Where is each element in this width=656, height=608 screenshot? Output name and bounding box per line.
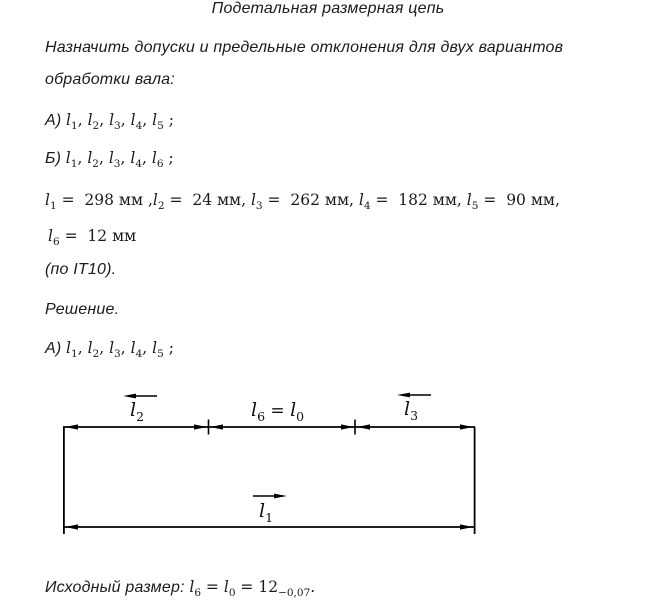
document-title: Подетальная размерная цепь <box>211 0 445 17</box>
task-line-1: Назначить допуски и предельные отклонения для двух вариантов <box>45 39 564 56</box>
arrowhead-l6-left <box>210 424 223 429</box>
l-symbol: l <box>66 339 72 357</box>
subscript: 6 <box>52 236 60 249</box>
equals-sign: = <box>235 578 259 596</box>
separator: , <box>77 339 88 357</box>
variant-b-line <box>45 148 174 169</box>
separator: , <box>120 149 131 167</box>
l2-direction-arrowhead <box>123 394 136 399</box>
subscript: 4 <box>135 348 143 361</box>
l-symbol: l <box>189 578 195 596</box>
separator: , <box>142 111 153 129</box>
subscript: 2 <box>157 200 165 213</box>
task-line-2: обработки вала: <box>45 71 175 88</box>
subscript: 2 <box>92 120 100 133</box>
subscript: 1 <box>71 348 78 361</box>
variant-a-list <box>66 111 174 133</box>
result-formula <box>189 578 316 600</box>
separator: ; <box>163 339 174 357</box>
subscript: 3 <box>410 407 419 423</box>
subscript: 4 <box>135 158 142 171</box>
diagram-label-l2 <box>130 399 145 424</box>
value-text: = 12 мм <box>59 227 137 245</box>
subscript: 6 <box>156 158 164 171</box>
l-symbol: l <box>130 149 136 167</box>
separator: , <box>99 339 110 357</box>
l1-direction-arrowhead <box>274 494 287 499</box>
l3-direction-arrowhead <box>397 393 410 398</box>
arrowhead-top-left <box>65 424 78 429</box>
arrowhead-bottom-right <box>460 524 473 529</box>
l-symbol: l <box>130 339 136 357</box>
variant-b-prefix: Б) <box>45 150 66 167</box>
l-symbol: l <box>358 191 364 209</box>
l-symbol: l <box>45 191 50 209</box>
separator: , <box>142 339 153 357</box>
subscript: 6 <box>257 408 266 424</box>
l-symbol: l <box>250 191 256 209</box>
period: . <box>310 578 316 596</box>
diagram-label-l3 <box>404 398 419 423</box>
subscript: 5 <box>157 120 164 133</box>
subscript: 2 <box>136 408 145 424</box>
subscript: 3 <box>113 158 121 171</box>
subscript: 0 <box>296 408 305 424</box>
arrowhead-l3-left <box>357 424 370 429</box>
diagram-label-l1 <box>259 500 274 525</box>
l-symbol: l <box>152 191 158 209</box>
arrowhead-top-right <box>460 424 473 429</box>
subscript: 6 <box>194 587 201 600</box>
separator: , <box>77 149 88 167</box>
separator: , <box>99 111 110 129</box>
l-symbol: l <box>109 111 115 129</box>
subscript: 1 <box>49 200 57 213</box>
equals-sign: = <box>265 401 291 421</box>
separator: , <box>120 339 131 357</box>
separator: , <box>77 111 88 129</box>
l-symbol: l <box>109 339 115 357</box>
value-text: = 262 мм, <box>262 191 359 209</box>
l-symbol: l <box>466 191 472 209</box>
separator: ; <box>163 111 174 129</box>
solution-variant-a-line <box>45 338 174 359</box>
l-symbol: l <box>152 111 158 129</box>
variant-b-list <box>65 149 174 171</box>
arrowhead-bottom-left <box>65 524 78 529</box>
separator: ; <box>163 149 174 167</box>
arrowhead-l2-right <box>194 424 207 429</box>
l-symbol: l <box>151 149 157 167</box>
solution-label: Решение. <box>45 301 120 318</box>
value-text: = 90 мм, <box>478 191 560 209</box>
l-symbol: l <box>87 111 93 129</box>
value-l6-line <box>48 226 137 249</box>
equals-sign: = <box>201 578 224 596</box>
dimension-chain-diagram <box>0 385 656 545</box>
variant-a-prefix: А) <box>45 340 67 357</box>
l-symbol: l <box>290 399 297 421</box>
l-symbol: l <box>404 398 411 420</box>
variant-a-prefix: А) <box>45 112 67 129</box>
l-symbol: l <box>259 500 266 522</box>
value-text: = 182 мм, <box>370 191 467 209</box>
l-symbol: l <box>152 339 158 357</box>
given-values-line <box>45 190 560 213</box>
lower-deviation: −0,07 <box>278 587 311 600</box>
subscript: 3 <box>114 348 121 361</box>
l-symbol: l <box>130 399 137 421</box>
l-symbol: l <box>66 111 72 129</box>
result-prefix: Исходный размер: <box>45 579 190 596</box>
separator: , <box>142 149 152 167</box>
l-symbol: l <box>130 111 136 129</box>
nominal-size: 12 <box>258 578 279 596</box>
separator: , <box>98 149 109 167</box>
subscript: 5 <box>157 348 164 361</box>
value-text: = 298 мм , <box>56 191 153 209</box>
subscript: 3 <box>114 120 121 133</box>
note-line: (по IT10). <box>45 261 117 278</box>
subscript: 2 <box>92 158 99 171</box>
l-symbol: l <box>251 399 258 421</box>
variant-a-list <box>66 339 174 361</box>
l-symbol: l <box>48 227 53 245</box>
l-symbol: l <box>108 149 114 167</box>
separator: , <box>120 111 131 129</box>
value-text: = 24 мм, <box>164 191 251 209</box>
subscript: 4 <box>135 120 143 133</box>
diagram-label-l6-equals-l0 <box>251 399 305 424</box>
subscript: 1 <box>70 158 78 171</box>
subscript: 0 <box>228 587 236 600</box>
subscript: 5 <box>471 200 479 213</box>
arrowhead-l6-right <box>341 424 354 429</box>
result-line <box>45 577 315 598</box>
subscript: 3 <box>255 200 263 213</box>
subscript: 2 <box>92 348 100 361</box>
l-symbol: l <box>65 149 71 167</box>
variant-a-line <box>45 110 174 131</box>
subscript: 1 <box>71 120 78 133</box>
subscript: 4 <box>363 200 371 213</box>
l-symbol: l <box>87 149 93 167</box>
subscript: 1 <box>265 509 274 525</box>
l-symbol: l <box>87 339 93 357</box>
l-symbol: l <box>223 578 229 596</box>
